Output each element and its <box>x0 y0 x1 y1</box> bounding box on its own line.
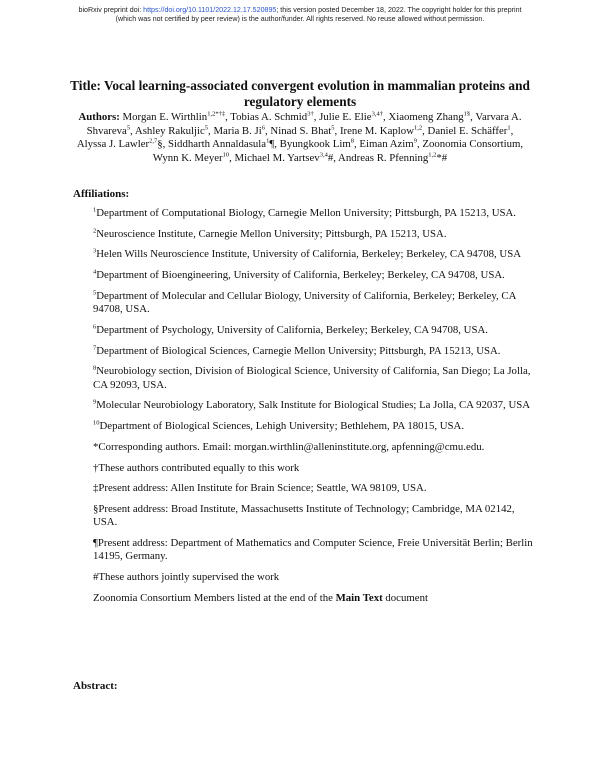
affiliation-item <box>93 269 533 282</box>
affiliation-item <box>93 324 533 337</box>
affiliation-number: 8 <box>93 364 97 372</box>
affiliations-section <box>93 207 533 613</box>
affiliation-text: Neuroscience Institute, Carnegie Mellon University; Pittsburgh, PA 15213, USA. <box>96 227 447 240</box>
author-affiliation-mark: 5 <box>126 123 131 131</box>
author-affiliation-mark: 5 <box>331 123 335 131</box>
author-list <box>72 111 528 165</box>
author-affiliation-mark: 9 <box>413 137 417 145</box>
author-affiliation-mark: 10 <box>222 150 230 158</box>
equal-contribution-note: †These authors contributed equally to this work <box>93 461 300 474</box>
affiliation-number: 4 <box>93 268 97 276</box>
affiliation-text: Department of Computational Biology, Carnegie Mellon University; Pittsburgh, PA 15213, USA. <box>96 207 517 219</box>
author-affiliation-mark: 3,4† <box>371 110 383 118</box>
affiliation-item <box>93 420 533 433</box>
author-name: Andreas R. Pfenning <box>338 151 429 164</box>
author-name: Xiaomeng Zhang <box>388 111 464 123</box>
affiliation-text: Helen Wills Neuroscience Institute, University of California, Berkeley; Berkeley, CA 94708, USA <box>96 248 521 261</box>
affiliation-text: Neurobiology section, Division of Biological Science, University of California, San Diego; La Jolla, CA 92093, USA. <box>93 365 531 391</box>
joint-supervision-note: #These authors jointly supervised the work <box>93 571 280 584</box>
abstract-heading: Abstract: <box>73 680 118 692</box>
affiliation-text: Department of Biological Sciences, Lehigh University; Bethlehem, PA 18015, USA. <box>99 420 465 433</box>
present-address-berlin: ¶Present address: Department of Mathematics and Computer Science, Freie Universität Berlin; Berlin 14195, Germany. <box>93 537 533 563</box>
author-name: Irene M. Kaplow <box>339 124 414 137</box>
present-address-broad: §Present address: Broad Institute, Massachusetts Institute of Technology; Cambridge, MA 02142, USA. <box>93 502 515 529</box>
zoonomia-note: Zoonomia Consortium Members listed at the end of the Main Text document <box>93 591 428 604</box>
author-name: Ninad S. Bhat <box>270 124 332 137</box>
affiliation-number: 10 <box>93 419 100 427</box>
author-name: Daniel E. Schäffer <box>427 124 508 137</box>
header-line-2: (which was not certified by peer review) is the author/funder. All rights reserved. No reuse allowed without permission. <box>115 15 485 23</box>
author-name: Tobias A. Schmid <box>230 111 308 123</box>
affiliation-item <box>93 399 533 412</box>
affiliation-text: Department of Molecular and Cellular Biology, University of California, Berkeley; Berkeley, CA 94708, USA. <box>93 289 516 316</box>
header-line-1: bioRxiv preprint doi: https://doi.org/10.1101/2022.12.17.520895; this version posted December 18, 2022. The copyright holder for this preprint <box>78 6 522 14</box>
corresponding-authors-note: *Corresponding authors. Email: morgan.wirthlin@alleninstitute.org, apfenning@cmu.edu. <box>93 440 485 453</box>
preprint-header <box>0 6 600 24</box>
affiliation-item <box>93 207 533 220</box>
affiliation-text: Molecular Neurobiology Laboratory, Salk Institute for Biological Studies; La Jolla, CA 92037, USA <box>96 399 531 412</box>
doi-link[interactable]: https://doi.org/10.1101/2022.12.17.520895 <box>143 6 277 14</box>
author-name: Eiman Azim <box>359 138 414 150</box>
author-affiliation-mark: 5 <box>204 123 209 131</box>
affiliation-item <box>93 345 533 358</box>
author-affiliation-mark: 1§ <box>463 110 471 118</box>
author-name: Zoonomia Consortium <box>422 138 521 150</box>
author-name: Wynn K. Meyer <box>152 151 223 164</box>
main-text-ref: Main Text <box>335 591 383 604</box>
author-name: Maria B. Ji <box>213 124 262 137</box>
affiliation-number: 9 <box>93 398 97 406</box>
affiliation-list <box>93 207 533 434</box>
author-affiliation-mark: 2,7 <box>149 137 158 145</box>
author-affiliation-mark: 8 <box>350 137 354 145</box>
author-affiliation-mark: 1,2 <box>428 150 437 158</box>
author-names: Morgan E. Wirthlin$^{1,2*\dagger\ddagger}$, Tobias A. Schmid$^{3\dagger}$, Julie E. Elie$^{3,4\dagger}$, Xiaomeng Zhang$^{1\S}$, Varvara A. Shvareva$^5$, Ashley Rakuljic$^5$, Maria B. Ji$^6$, Ninad S. Bhat$^5$, Irene M. Kaplow$^{1,2}$, Daniel E. Schäffer$^1$, Alyssa J. Lawler$^{2,7}$§, Siddharth Annaldasula$^1$¶, Byungkook Lim$^8$, Eiman Azim$^9$, Zoonomia Consortium, Wynn K. Meyer$^{10}$, Michael M. Yartsev$^{3,4}$#, Andreas R. Pfenning$^{1,2}$*# <box>76 110 524 164</box>
author-affiliation-mark: 1,2*†‡ <box>207 110 226 118</box>
author-affiliation-mark: 1,2 <box>414 123 423 131</box>
authors-label: Authors: <box>78 111 120 123</box>
affiliation-item <box>93 290 533 317</box>
affiliation-number: 5 <box>93 289 97 297</box>
author-affiliation-mark: 3† <box>307 110 314 118</box>
affiliation-item <box>93 248 533 261</box>
author-name: Michael M. Yartsev <box>234 151 320 164</box>
author-name: Siddharth Annaldasula <box>168 138 267 150</box>
affiliation-number: 2 <box>93 227 97 235</box>
author-name: Alyssa J. Lawler <box>76 138 150 150</box>
affiliation-number: 1 <box>93 206 97 214</box>
affiliation-text: Department of Psychology, University of California, Berkeley; Berkeley, CA 94708, USA. <box>96 323 488 336</box>
author-affiliation-mark: 6 <box>261 123 265 131</box>
author-affiliation-mark: 1 <box>507 123 511 131</box>
present-address-allen: ‡Present address: Allen Institute for Brain Science; Seattle, WA 98109, USA. <box>93 482 427 495</box>
affiliation-number: 7 <box>93 344 97 352</box>
affiliation-item <box>93 365 533 392</box>
author-name: Julie E. Elie <box>319 111 372 123</box>
paper-title: Title: Vocal learning-associated convergent evolution in mammalian proteins and regulatory elements <box>70 78 530 109</box>
affiliation-number: 6 <box>93 323 97 331</box>
author-name: Varvara A. Shvareva <box>86 111 522 137</box>
affiliations-heading: Affiliations: <box>73 188 130 200</box>
affiliation-item <box>93 228 533 241</box>
author-name: Morgan E. Wirthlin <box>122 111 208 123</box>
author-name: Ashley Rakuljic <box>134 124 205 137</box>
affiliation-text: Department of Bioengineering, University of California, Berkeley; Berkeley, CA 94708, USA. <box>96 269 505 282</box>
author-affiliation-mark: 1 <box>266 137 270 145</box>
author-name: Byungkook Lim <box>279 138 351 150</box>
affiliation-text: Department of Biological Sciences, Carnegie Mellon University; Pittsburgh, PA 15213, USA. <box>96 344 501 357</box>
affiliation-number: 3 <box>93 247 97 255</box>
author-affiliation-mark: 3,4 <box>319 150 328 158</box>
